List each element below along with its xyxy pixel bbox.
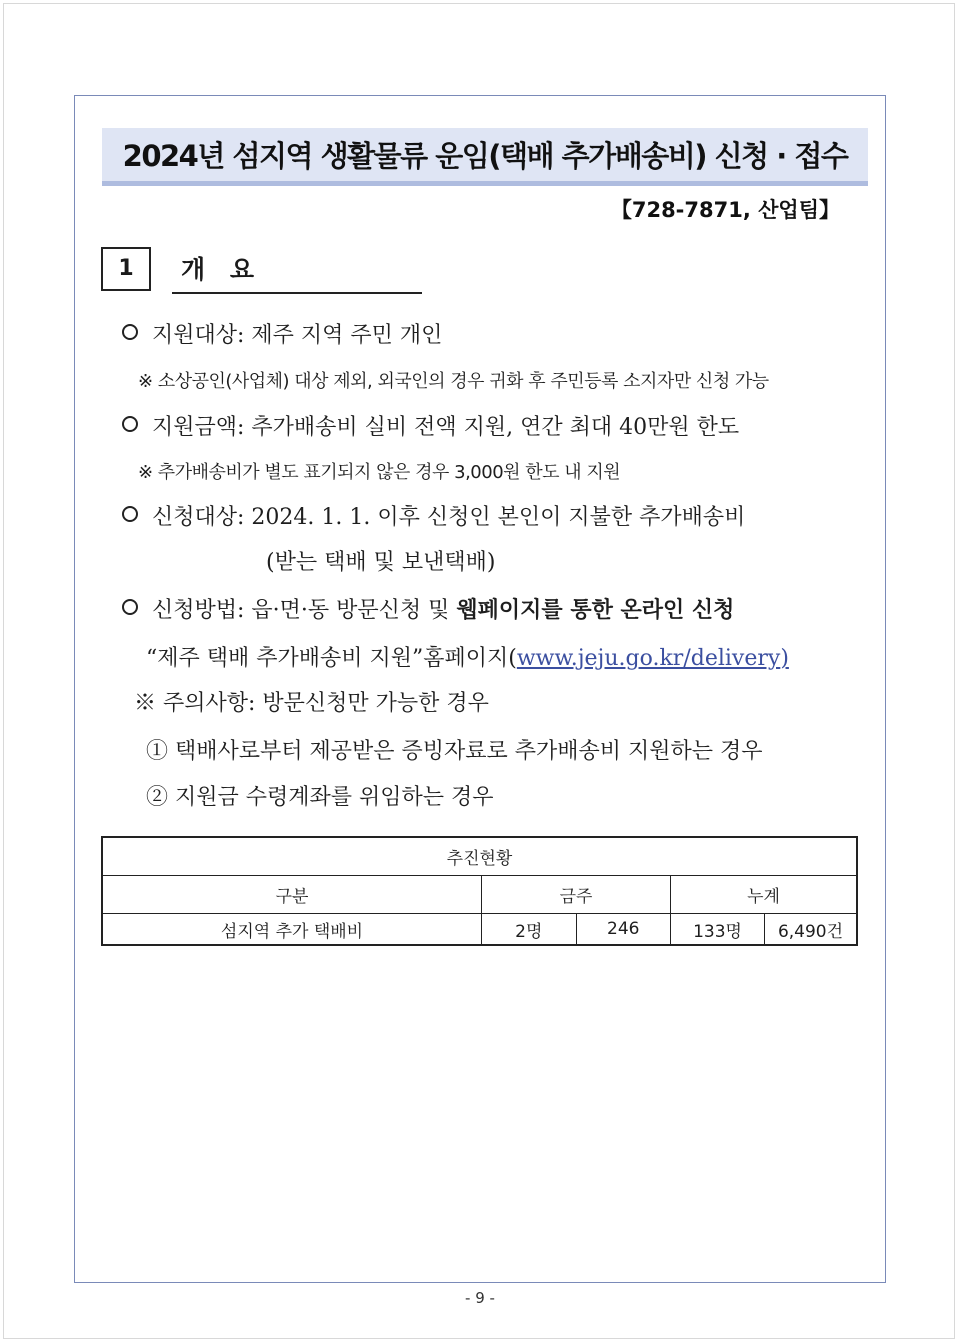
header-category: 구분 <box>102 876 482 914</box>
item-text: 지원금액: 추가배송비 실비 전액 지원, 연간 최대 40만원 한도 <box>152 415 740 440</box>
section-title: 개 요 <box>181 255 263 284</box>
cell-total-people: 133명 <box>671 914 765 946</box>
caution-item-1: ① 택배사로부터 제공받은 증빙자료로 추가배송비 지원하는 경우 <box>146 739 763 764</box>
row-label: 섬지역 추가 택배비 <box>102 914 482 946</box>
cell-week-count: 246 <box>576 914 671 946</box>
note-target: ※ 소상공인(사업체) 대상 제외, 외국인의 경우 귀화 후 주민등록 소지자만 신청 가능 <box>138 371 769 392</box>
homepage-link[interactable]: www.jeju.go.kr/delivery <box>516 646 781 671</box>
page-number: - 9 - <box>465 1289 495 1307</box>
item-text: 신청대상: 2024. 1. 1. 이후 신청인 본인이 지불한 추가배송비 <box>152 505 746 530</box>
caution-heading: ※ 주의사항: 방문신청만 가능한 경우 <box>134 691 489 716</box>
homepage-close: ) <box>780 646 789 671</box>
item-apply-target-cont: (받는 택배 및 보낸택배) <box>266 550 496 575</box>
item-method <box>122 593 734 624</box>
contact-info: 【728-7871, 산업팀】 <box>610 198 840 222</box>
table-caption: 추진현황 <box>102 837 857 876</box>
item-amount <box>122 410 739 441</box>
bullet-icon <box>122 324 138 340</box>
header-cumulative: 누계 <box>671 876 858 914</box>
section-number: 1 <box>101 247 151 291</box>
homepage-line <box>146 641 789 672</box>
section-underline <box>172 292 422 294</box>
cell-week-people: 2명 <box>482 914 577 946</box>
header-this-week: 금주 <box>482 876 671 914</box>
item-target-support <box>122 318 442 349</box>
item-apply-target <box>122 500 745 531</box>
note-amount: ※ 추가배송비가 별도 표기되지 않은 경우 3,000원 한도 내 지원 <box>138 462 621 483</box>
item-text-bold: 웹페이지를 통한 온라인 신청 <box>456 598 735 623</box>
item-text: 신청방법: 읍·면·동 방문신청 및 <box>152 598 457 623</box>
caution-item-2: ② 지원금 수령계좌를 위임하는 경우 <box>146 785 494 810</box>
document-title: 2024년 섬지역 생활물류 운임(택배 추가배송비) 신청 · 접수 <box>122 139 848 173</box>
item-text: 지원대상: 제주 지역 주민 개인 <box>152 323 443 348</box>
cell-total-count: 6,490건 <box>765 914 858 946</box>
homepage-text: “제주 택배 추가배송비 지원”홈페이지( <box>146 646 517 671</box>
bullet-icon <box>122 599 138 615</box>
bullet-icon <box>122 416 138 432</box>
bullet-icon <box>122 506 138 522</box>
status-table <box>101 836 858 946</box>
